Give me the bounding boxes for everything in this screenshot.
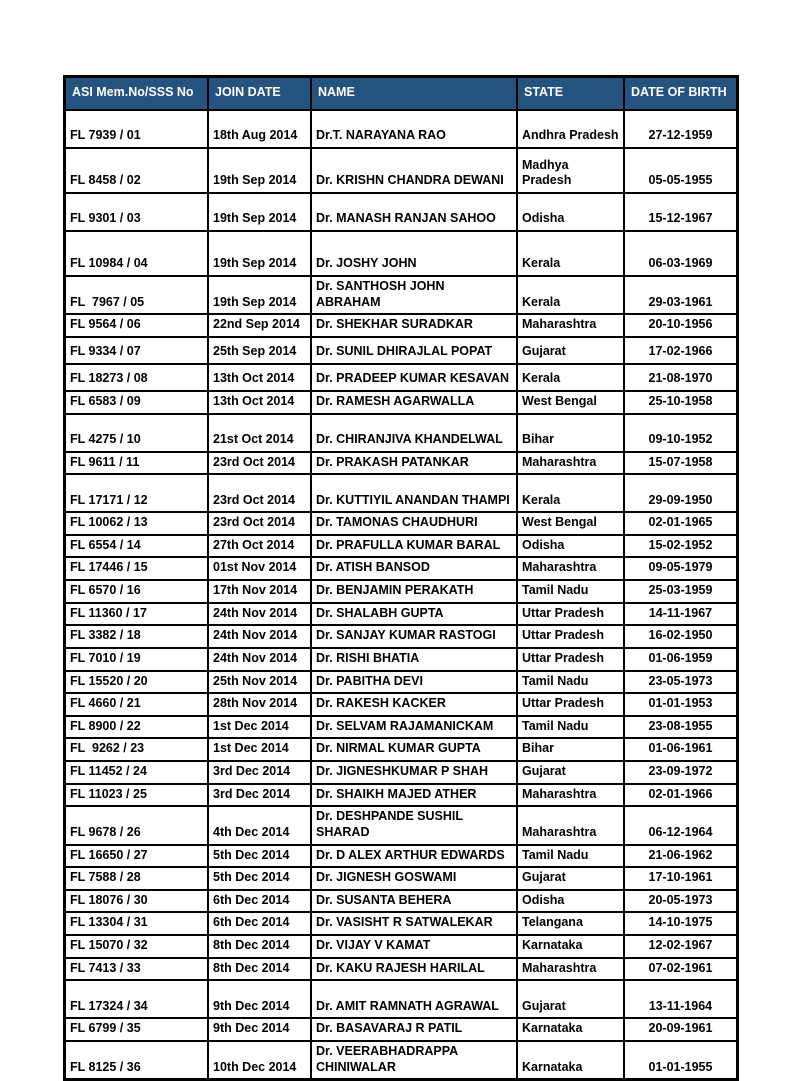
table-row <box>65 337 738 364</box>
cell-state: Odisha <box>517 193 624 231</box>
cell-dob: 02-01-1965 <box>624 512 738 535</box>
cell-mem_no: FL 15070 / 32 <box>65 935 209 958</box>
cell-dob: 14-11-1967 <box>624 603 738 626</box>
table-row <box>65 231 738 276</box>
cell-join_date: 5th Dec 2014 <box>208 867 311 890</box>
cell-mem_no: FL 10062 / 13 <box>65 512 209 535</box>
cell-state: Maharashtra <box>517 784 624 807</box>
table-row <box>65 452 738 475</box>
cell-state: Kerala <box>517 276 624 314</box>
cell-state: Telangana <box>517 912 624 935</box>
cell-name: Dr. MANASH RANJAN SAHOO <box>311 193 517 231</box>
cell-mem_no: FL 7939 / 01 <box>65 110 209 148</box>
cell-state: Maharashtra <box>517 806 624 844</box>
cell-name: Dr. AMIT RAMNATH AGRAWAL <box>311 980 517 1018</box>
cell-join_date: 23rd Oct 2014 <box>208 512 311 535</box>
cell-dob: 29-09-1950 <box>624 474 738 512</box>
cell-state: Uttar Pradesh <box>517 625 624 648</box>
cell-name: Dr. PRAFULLA KUMAR BARAL <box>311 535 517 558</box>
cell-join_date: 13th Oct 2014 <box>208 391 311 414</box>
cell-state: Tamil Nadu <box>517 671 624 694</box>
cell-join_date: 13th Oct 2014 <box>208 364 311 391</box>
asi-members-table <box>63 75 739 1081</box>
cell-join_date: 8th Dec 2014 <box>208 958 311 981</box>
cell-join_date: 25th Nov 2014 <box>208 671 311 694</box>
cell-dob: 09-05-1979 <box>624 557 738 580</box>
cell-state: Bihar <box>517 414 624 452</box>
cell-mem_no: FL 4275 / 10 <box>65 414 209 452</box>
cell-mem_no: FL 6799 / 35 <box>65 1018 209 1041</box>
cell-dob: 13-11-1964 <box>624 980 738 1018</box>
cell-mem_no: FL 7588 / 28 <box>65 867 209 890</box>
cell-state: Kerala <box>517 474 624 512</box>
table-row <box>65 1018 738 1041</box>
cell-name: Dr. JIGNESHKUMAR P SHAH <box>311 761 517 784</box>
cell-join_date: 19th Sep 2014 <box>208 148 311 193</box>
table-row <box>65 110 738 148</box>
table-row <box>65 738 738 761</box>
cell-dob: 01-01-1953 <box>624 693 738 716</box>
cell-join_date: 24th Nov 2014 <box>208 603 311 626</box>
table-body <box>65 110 738 1080</box>
cell-name: Dr. TAMONAS CHAUDHURI <box>311 512 517 535</box>
column-header-dob: DATE OF BIRTH <box>624 77 738 111</box>
cell-state: Maharashtra <box>517 314 624 337</box>
table-row <box>65 671 738 694</box>
cell-mem_no: FL 18076 / 30 <box>65 890 209 913</box>
cell-mem_no: FL 17446 / 15 <box>65 557 209 580</box>
table-row <box>65 276 738 314</box>
cell-state: Madhya Pradesh <box>517 148 624 193</box>
column-header-name: NAME <box>311 77 517 111</box>
cell-dob: 20-09-1961 <box>624 1018 738 1041</box>
cell-dob: 06-12-1964 <box>624 806 738 844</box>
cell-join_date: 19th Sep 2014 <box>208 193 311 231</box>
cell-mem_no: FL 11360 / 17 <box>65 603 209 626</box>
table-row <box>65 958 738 981</box>
cell-dob: 06-03-1969 <box>624 231 738 276</box>
cell-state: West Bengal <box>517 391 624 414</box>
cell-dob: 15-02-1952 <box>624 535 738 558</box>
cell-join_date: 24th Nov 2014 <box>208 648 311 671</box>
cell-mem_no: FL 6554 / 14 <box>65 535 209 558</box>
cell-name: Dr. BENJAMIN PERAKATH <box>311 580 517 603</box>
cell-name: Dr. VIJAY V KAMAT <box>311 935 517 958</box>
cell-name: Dr. D ALEX ARTHUR EDWARDS <box>311 845 517 868</box>
cell-name: Dr. PABITHA DEVI <box>311 671 517 694</box>
cell-join_date: 23rd Oct 2014 <box>208 452 311 475</box>
table-row <box>65 364 738 391</box>
cell-dob: 14-10-1975 <box>624 912 738 935</box>
cell-mem_no: FL 8125 / 36 <box>65 1041 209 1080</box>
cell-mem_no: FL 17171 / 12 <box>65 474 209 512</box>
column-header-mem_no: ASI Mem.No/SSS No <box>65 77 209 111</box>
table-row <box>65 535 738 558</box>
cell-join_date: 4th Dec 2014 <box>208 806 311 844</box>
cell-dob: 21-08-1970 <box>624 364 738 391</box>
cell-dob: 23-08-1955 <box>624 716 738 739</box>
cell-dob: 25-10-1958 <box>624 391 738 414</box>
cell-name: Dr. CHIRANJIVA KHANDELWAL <box>311 414 517 452</box>
table-row <box>65 761 738 784</box>
cell-state: Bihar <box>517 738 624 761</box>
cell-name: Dr. SHEKHAR SURADKAR <box>311 314 517 337</box>
cell-state: Karnataka <box>517 935 624 958</box>
member-table-container <box>63 75 727 1081</box>
table-row <box>65 980 738 1018</box>
cell-mem_no: FL 9611 / 11 <box>65 452 209 475</box>
cell-join_date: 28th Nov 2014 <box>208 693 311 716</box>
table-row <box>65 557 738 580</box>
table-row <box>65 391 738 414</box>
cell-mem_no: FL 9262 / 23 <box>65 738 209 761</box>
cell-name: Dr. KRISHN CHANDRA DEWANI <box>311 148 517 193</box>
cell-mem_no: FL 3382 / 18 <box>65 625 209 648</box>
cell-join_date: 3rd Dec 2014 <box>208 784 311 807</box>
cell-mem_no: FL 8458 / 02 <box>65 148 209 193</box>
cell-mem_no: FL 18273 / 08 <box>65 364 209 391</box>
cell-mem_no: FL 9678 / 26 <box>65 806 209 844</box>
table-row <box>65 890 738 913</box>
cell-join_date: 6th Dec 2014 <box>208 912 311 935</box>
cell-join_date: 24th Nov 2014 <box>208 625 311 648</box>
table-row <box>65 603 738 626</box>
table-row <box>65 867 738 890</box>
cell-state: Maharashtra <box>517 958 624 981</box>
cell-join_date: 25th Sep 2014 <box>208 337 311 364</box>
cell-mem_no: FL 11452 / 24 <box>65 761 209 784</box>
cell-name: Dr. PRAKASH PATANKAR <box>311 452 517 475</box>
cell-dob: 25-03-1959 <box>624 580 738 603</box>
cell-dob: 01-06-1959 <box>624 648 738 671</box>
cell-name: Dr. PRADEEP KUMAR KESAVAN <box>311 364 517 391</box>
table-header <box>65 77 738 111</box>
cell-state: Gujarat <box>517 867 624 890</box>
cell-name: Dr. RAMESH AGARWALLA <box>311 391 517 414</box>
cell-name: Dr. SUNIL DHIRAJLAL POPAT <box>311 337 517 364</box>
cell-join_date: 9th Dec 2014 <box>208 1018 311 1041</box>
cell-name: Dr. RISHI BHATIA <box>311 648 517 671</box>
table-row <box>65 806 738 844</box>
table-row <box>65 193 738 231</box>
cell-name: Dr. SHALABH GUPTA <box>311 603 517 626</box>
cell-state: Odisha <box>517 890 624 913</box>
cell-state: Karnataka <box>517 1041 624 1080</box>
cell-join_date: 1st Dec 2014 <box>208 738 311 761</box>
cell-state: Kerala <box>517 231 624 276</box>
cell-join_date: 17th Nov 2014 <box>208 580 311 603</box>
cell-mem_no: FL 17324 / 34 <box>65 980 209 1018</box>
cell-name: Dr. SHAIKH MAJED ATHER <box>311 784 517 807</box>
cell-dob: 09-10-1952 <box>624 414 738 452</box>
cell-dob: 01-01-1955 <box>624 1041 738 1080</box>
table-row <box>65 580 738 603</box>
cell-state: West Bengal <box>517 512 624 535</box>
cell-join_date: 10th Dec 2014 <box>208 1041 311 1080</box>
cell-dob: 29-03-1961 <box>624 276 738 314</box>
cell-join_date: 1st Dec 2014 <box>208 716 311 739</box>
cell-name: Dr. SUSANTA BEHERA <box>311 890 517 913</box>
cell-dob: 16-02-1950 <box>624 625 738 648</box>
table-row <box>65 148 738 193</box>
cell-join_date: 22nd Sep 2014 <box>208 314 311 337</box>
table-row <box>65 845 738 868</box>
cell-name: Dr. JOSHY JOHN <box>311 231 517 276</box>
cell-dob: 15-12-1967 <box>624 193 738 231</box>
cell-join_date: 27th Oct 2014 <box>208 535 311 558</box>
cell-name: Dr. BASAVARAJ R PATIL <box>311 1018 517 1041</box>
table-row <box>65 625 738 648</box>
cell-join_date: 6th Dec 2014 <box>208 890 311 913</box>
table-row <box>65 474 738 512</box>
cell-dob: 20-10-1956 <box>624 314 738 337</box>
table-row <box>65 1041 738 1080</box>
table-row <box>65 414 738 452</box>
table-row <box>65 512 738 535</box>
cell-state: Odisha <box>517 535 624 558</box>
cell-join_date: 19th Sep 2014 <box>208 231 311 276</box>
cell-state: Maharashtra <box>517 452 624 475</box>
cell-dob: 01-06-1961 <box>624 738 738 761</box>
cell-dob: 07-02-1961 <box>624 958 738 981</box>
cell-dob: 15-07-1958 <box>624 452 738 475</box>
cell-join_date: 5th Dec 2014 <box>208 845 311 868</box>
cell-dob: 05-05-1955 <box>624 148 738 193</box>
cell-dob: 21-06-1962 <box>624 845 738 868</box>
cell-name: Dr. ATISH BANSOD <box>311 557 517 580</box>
cell-state: Uttar Pradesh <box>517 603 624 626</box>
cell-state: Tamil Nadu <box>517 580 624 603</box>
cell-state: Gujarat <box>517 337 624 364</box>
cell-name: Dr. SELVAM RAJAMANICKAM <box>311 716 517 739</box>
cell-dob: 20-05-1973 <box>624 890 738 913</box>
cell-name: Dr. JIGNESH GOSWAMI <box>311 867 517 890</box>
cell-name: Dr. SANTHOSH JOHN ABRAHAM <box>311 276 517 314</box>
cell-mem_no: FL 9564 / 06 <box>65 314 209 337</box>
cell-dob: 23-09-1972 <box>624 761 738 784</box>
cell-mem_no: FL 13304 / 31 <box>65 912 209 935</box>
cell-dob: 12-02-1967 <box>624 935 738 958</box>
cell-mem_no: FL 15520 / 20 <box>65 671 209 694</box>
table-row <box>65 716 738 739</box>
cell-mem_no: FL 6570 / 16 <box>65 580 209 603</box>
cell-name: Dr. DESHPANDE SUSHIL SHARAD <box>311 806 517 844</box>
cell-mem_no: FL 16650 / 27 <box>65 845 209 868</box>
cell-mem_no: FL 7967 / 05 <box>65 276 209 314</box>
table-row <box>65 314 738 337</box>
cell-state: Uttar Pradesh <box>517 693 624 716</box>
cell-state: Gujarat <box>517 761 624 784</box>
cell-state: Uttar Pradesh <box>517 648 624 671</box>
table-row <box>65 935 738 958</box>
cell-name: Dr. KAKU RAJESH HARILAL <box>311 958 517 981</box>
cell-name: Dr.T. NARAYANA RAO <box>311 110 517 148</box>
table-row <box>65 912 738 935</box>
cell-join_date: 9th Dec 2014 <box>208 980 311 1018</box>
cell-join_date: 21st Oct 2014 <box>208 414 311 452</box>
cell-join_date: 23rd Oct 2014 <box>208 474 311 512</box>
cell-state: Tamil Nadu <box>517 716 624 739</box>
cell-mem_no: FL 7413 / 33 <box>65 958 209 981</box>
cell-name: Dr. NIRMAL KUMAR GUPTA <box>311 738 517 761</box>
cell-dob: 23-05-1973 <box>624 671 738 694</box>
cell-mem_no: FL 10984 / 04 <box>65 231 209 276</box>
cell-state: Tamil Nadu <box>517 845 624 868</box>
table-row <box>65 784 738 807</box>
cell-mem_no: FL 9301 / 03 <box>65 193 209 231</box>
cell-state: Maharashtra <box>517 557 624 580</box>
cell-dob: 17-10-1961 <box>624 867 738 890</box>
cell-dob: 27-12-1959 <box>624 110 738 148</box>
cell-mem_no: FL 4660 / 21 <box>65 693 209 716</box>
cell-mem_no: FL 11023 / 25 <box>65 784 209 807</box>
cell-state: Gujarat <box>517 980 624 1018</box>
cell-join_date: 19th Sep 2014 <box>208 276 311 314</box>
cell-name: Dr. VASISHT R SATWALEKAR <box>311 912 517 935</box>
cell-join_date: 8th Dec 2014 <box>208 935 311 958</box>
cell-name: Dr. RAKESH KACKER <box>311 693 517 716</box>
table-row <box>65 648 738 671</box>
cell-state: Kerala <box>517 364 624 391</box>
cell-name: Dr. VEERABHADRAPPA CHINIWALAR <box>311 1041 517 1080</box>
column-header-state: STATE <box>517 77 624 111</box>
cell-join_date: 18th Aug 2014 <box>208 110 311 148</box>
column-header-join_date: JOIN DATE <box>208 77 311 111</box>
cell-state: Karnataka <box>517 1018 624 1041</box>
cell-name: Dr. KUTTIYIL ANANDAN THAMPI <box>311 474 517 512</box>
cell-join_date: 01st Nov 2014 <box>208 557 311 580</box>
cell-mem_no: FL 7010 / 19 <box>65 648 209 671</box>
table-row <box>65 693 738 716</box>
cell-mem_no: FL 6583 / 09 <box>65 391 209 414</box>
table-header-row <box>65 77 738 111</box>
cell-join_date: 3rd Dec 2014 <box>208 761 311 784</box>
cell-mem_no: FL 9334 / 07 <box>65 337 209 364</box>
cell-name: Dr. SANJAY KUMAR RASTOGI <box>311 625 517 648</box>
cell-mem_no: FL 8900 / 22 <box>65 716 209 739</box>
cell-dob: 02-01-1966 <box>624 784 738 807</box>
cell-dob: 17-02-1966 <box>624 337 738 364</box>
cell-state: Andhra Pradesh <box>517 110 624 148</box>
